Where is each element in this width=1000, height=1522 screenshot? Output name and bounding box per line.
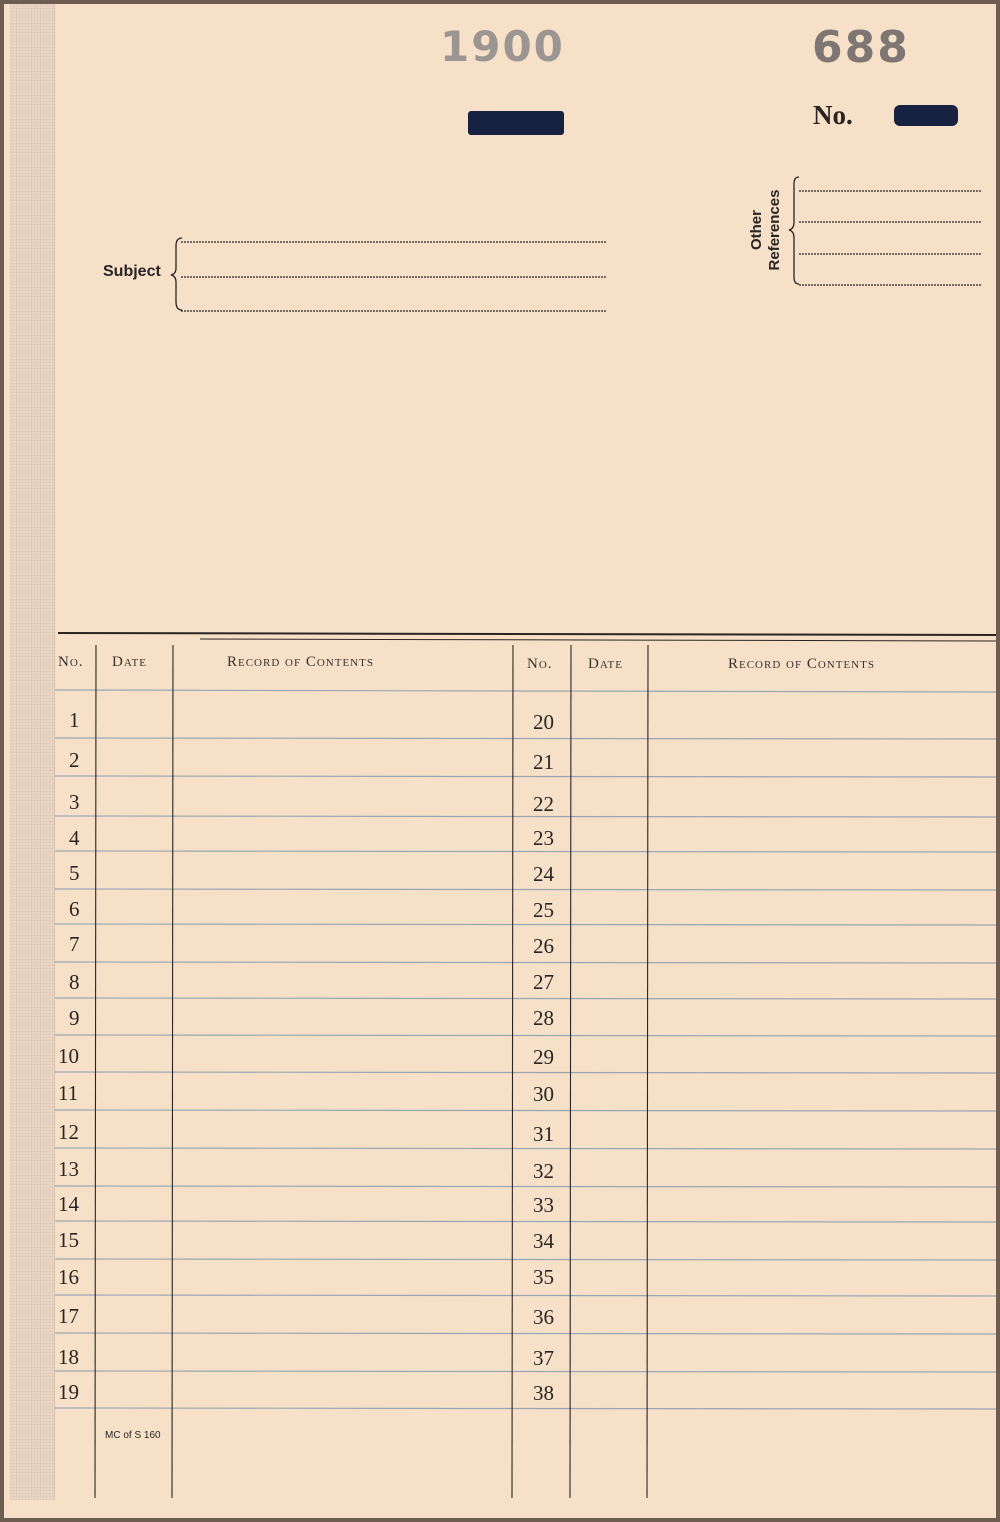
row-number-left: 2: [69, 748, 80, 772]
table-row-line: [55, 1333, 996, 1334]
row-number-left: 14: [58, 1192, 79, 1216]
header-date-left: Date: [112, 654, 147, 670]
row-number-left: 5: [69, 861, 80, 885]
row-number-left: 12: [58, 1120, 79, 1144]
table-row-line: [55, 1408, 996, 1409]
table-row-line: [55, 924, 996, 925]
row-number-right: 37: [533, 1346, 554, 1370]
table-row-line: [55, 738, 996, 739]
table-row-line: [55, 1221, 996, 1222]
table-row-line: [55, 1035, 996, 1036]
row-number-right: 36: [533, 1305, 554, 1329]
table-top-rule-thin: [200, 639, 996, 641]
number-label: No.: [813, 100, 853, 130]
row-number-left: 7: [69, 932, 80, 956]
column-rule: [172, 645, 173, 1498]
table-row-line: [55, 1259, 996, 1260]
table-row-line: [55, 1148, 996, 1149]
row-number-right: 38: [533, 1381, 554, 1405]
row-number-right: 28: [533, 1006, 554, 1030]
row-number-right: 24: [533, 862, 554, 886]
header-record-right: Record of Contents: [728, 656, 875, 672]
table-row-line: [55, 1072, 996, 1073]
column-rule: [95, 645, 96, 1498]
form-code: MC of S 160: [105, 1430, 161, 1441]
subject-brace: [171, 238, 182, 310]
row-number-right: 32: [533, 1159, 554, 1183]
row-number-left: 4: [69, 826, 80, 850]
header-date-right: Date: [588, 656, 623, 672]
header-no-right: No.: [527, 656, 553, 672]
table-row-line: [55, 889, 996, 890]
table-row-line: [55, 962, 996, 963]
row-number-left: 11: [58, 1081, 79, 1105]
table-row-line: [55, 1371, 996, 1372]
row-number-left: 1: [69, 708, 80, 732]
row-number-right: 33: [533, 1193, 554, 1217]
subject-label: Subject: [103, 263, 161, 280]
row-number-right: 30: [533, 1082, 554, 1106]
other-references-brace: [789, 177, 799, 284]
row-number-right: 22: [533, 792, 554, 816]
table-row-line: [55, 998, 996, 999]
year-stamp: 1900: [440, 22, 565, 71]
header-rule: [55, 690, 996, 692]
row-number-right: 23: [533, 826, 554, 850]
row-number-right: 25: [533, 898, 554, 922]
row-number-left: 10: [58, 1044, 79, 1068]
row-number-left: 18: [58, 1345, 79, 1369]
table-row-line: [55, 1110, 996, 1111]
row-number-right: 26: [533, 934, 554, 958]
row-number-left: 8: [69, 970, 80, 994]
column-rule: [647, 645, 648, 1498]
row-number-right: 20: [533, 710, 554, 734]
row-number-left: 17: [58, 1304, 79, 1328]
row-number-left: 19: [58, 1380, 79, 1404]
row-number-right: 31: [533, 1122, 554, 1146]
row-number-right: 34: [533, 1229, 554, 1253]
row-number-left: 3: [69, 790, 80, 814]
row-number-right: 35: [533, 1265, 554, 1289]
row-number-left: 6: [69, 897, 80, 921]
header-record-left: Record of Contents: [227, 654, 374, 670]
table-row-line: [55, 776, 996, 777]
row-number-right: 29: [533, 1045, 554, 1069]
column-rule: [570, 645, 571, 1498]
other-references-label: Other References: [748, 189, 783, 271]
row-number-left: 13: [58, 1157, 79, 1181]
row-number-left: 9: [69, 1006, 80, 1030]
table-row-line: [55, 1186, 996, 1187]
row-number-left: 16: [58, 1265, 79, 1289]
column-rule: [512, 645, 513, 1498]
table-row-line: [55, 851, 996, 852]
table-row-line: [55, 816, 996, 817]
file-number-stamp: 688: [812, 22, 910, 73]
row-number-right: 21: [533, 750, 554, 774]
table-top-rule: [58, 633, 996, 635]
header-no-left: No.: [58, 654, 84, 670]
row-number-right: 27: [533, 970, 554, 994]
row-number-left: 15: [58, 1228, 79, 1252]
table-row-line: [55, 1295, 996, 1296]
